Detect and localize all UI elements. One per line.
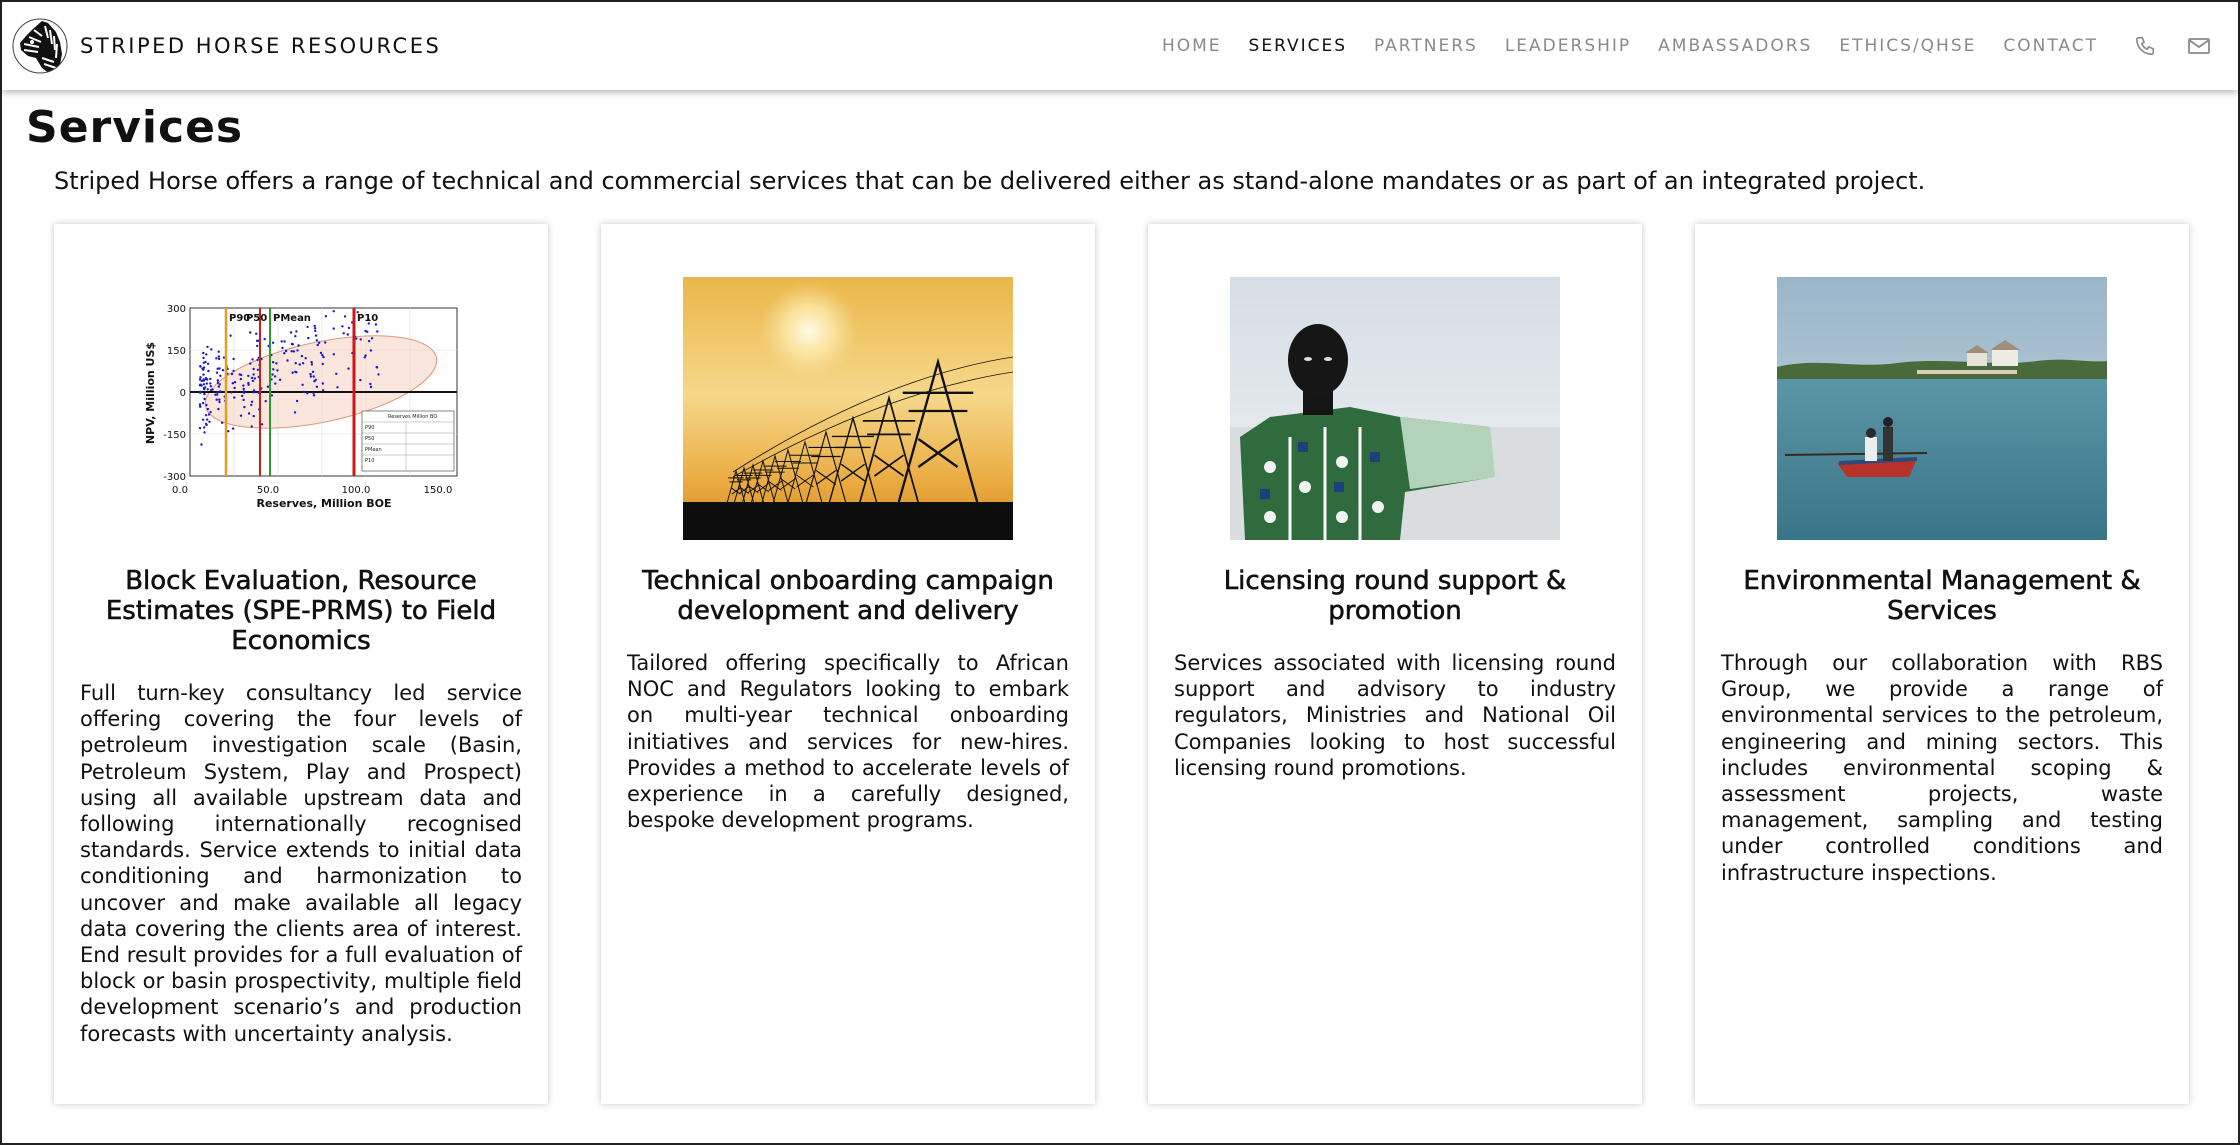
scatter-point (199, 427, 201, 429)
scatter-point (294, 411, 296, 413)
scatter-point (215, 357, 217, 359)
chart-ylabel: NPV, Million US$ (144, 341, 157, 445)
scatter-point (335, 373, 337, 375)
scatter-point (216, 393, 218, 395)
scatter-point (296, 349, 298, 351)
scatter-point (247, 382, 249, 384)
scatter-point (291, 350, 293, 352)
scatter-point (201, 380, 203, 382)
scatter-point (203, 387, 205, 389)
scatter-point (364, 354, 366, 356)
scatter-point (314, 325, 316, 327)
service-card-licensing-round (1148, 224, 1642, 1104)
svg-text:0.0: 0.0 (172, 485, 188, 496)
scatter-point (202, 357, 204, 359)
scatter-point (217, 379, 219, 381)
scatter-point (203, 426, 205, 428)
scatter-point (217, 382, 219, 384)
scatter-point (347, 333, 349, 335)
scatter-point (227, 430, 229, 432)
svg-text:150: 150 (166, 346, 186, 357)
scatter-point (232, 427, 234, 429)
scatter-point (199, 376, 201, 378)
nav-item-ethics-qhse[interactable]: ETHICS/QHSE (1839, 36, 1977, 56)
scatter-point (264, 338, 266, 340)
scatter-point (322, 389, 324, 391)
marker-p50: P50 (246, 313, 268, 324)
scatter-point (252, 380, 254, 382)
scatter-point (311, 363, 313, 365)
scatter-point (232, 382, 234, 384)
scatter-point (256, 359, 258, 361)
scatter-point (199, 403, 201, 405)
scatter-point (336, 386, 338, 388)
zebra-logo-icon (12, 18, 68, 74)
scatter-point (292, 343, 294, 345)
scatter-point (250, 404, 252, 406)
scatter-point (294, 335, 296, 337)
scatter-point (199, 406, 201, 408)
scatter-point (218, 367, 220, 369)
scatter-point (247, 375, 249, 377)
scatter-point (295, 330, 297, 332)
scatter-point (267, 386, 269, 388)
top-navbar (2, 2, 2238, 90)
scatter-point (293, 350, 295, 352)
scatter-point (234, 381, 236, 383)
svg-text:-150: -150 (163, 430, 186, 441)
scatter-point (272, 368, 274, 370)
brand-name: STRIPED HORSE RESOURCES (80, 34, 442, 58)
service-description: Through our collaboration with RBS Group, we provide a range of environmental services to the petroleum, engineering and mining sectors. This includes environmental scoping & assessment projects, waste management, sampling and testing under controlled conditions and infrastructure inspections. (1721, 651, 2163, 885)
scatter-point (218, 358, 220, 360)
scatter-point (240, 374, 242, 376)
scatter-point (249, 331, 251, 333)
scatter-point (202, 373, 204, 375)
scatter-point (295, 371, 297, 373)
service-description: Tailored offering specifically to African NOC and Regulators looking to embark on multi-year technical onboarding initiatives and services for new-hires. Provides a method to accelerate levels of experience in a carefully designed, bespoke development programs. (627, 651, 1069, 833)
scatter-point (202, 419, 204, 421)
scatter-point (302, 362, 304, 364)
scatter-point (377, 373, 379, 375)
scatter-point (296, 400, 298, 402)
scatter-point (343, 332, 345, 334)
scatter-point (333, 327, 335, 329)
scatter-point (307, 337, 309, 339)
scatter-point (376, 330, 378, 332)
scatter-point (320, 352, 322, 354)
scatter-point (333, 310, 335, 312)
scatter-point (199, 384, 201, 386)
scatter-point (207, 408, 209, 410)
scatter-point (371, 337, 373, 339)
scatter-point (281, 340, 283, 342)
scatter-point (233, 396, 235, 398)
scatter-point (324, 341, 326, 343)
scatter-point (219, 375, 221, 377)
boy-in-patterned-shirt-photo (1230, 277, 1560, 540)
scatter-point (219, 383, 221, 385)
scatter-point (216, 391, 218, 393)
scatter-point (251, 377, 253, 379)
svg-text:100.0: 100.0 (341, 485, 371, 496)
scatter-point (210, 385, 212, 387)
scatter-point (206, 418, 208, 420)
fisherman-boat-lagoon-photo (1777, 277, 2107, 540)
scatter-point (310, 375, 312, 377)
marker-p10: P10 (357, 313, 379, 324)
scatter-point (201, 367, 203, 369)
scatter-point (299, 363, 301, 365)
scatter-point (316, 339, 318, 341)
svg-text:PMean: PMean (365, 447, 382, 453)
scatter-point (322, 382, 324, 384)
brand-link[interactable] (12, 18, 441, 74)
scatter-point (208, 421, 210, 423)
scatter-point (216, 399, 218, 401)
scatter-point (203, 393, 205, 395)
scatter-point (325, 315, 327, 317)
scatter-point (322, 363, 324, 365)
scatter-point (279, 379, 281, 381)
scatter-point (232, 370, 234, 372)
scatter-point (207, 363, 209, 365)
scatter-point (313, 375, 315, 377)
svg-text:P90: P90 (365, 425, 375, 431)
svg-text:P50: P50 (365, 436, 375, 442)
scatter-point (251, 401, 253, 403)
scatter-point (218, 351, 220, 353)
scatter-point (249, 362, 251, 364)
scatter-point (274, 382, 276, 384)
scatter-point (199, 365, 201, 367)
scatter-point (360, 338, 362, 340)
scatter-point (316, 386, 318, 388)
scatter-point (271, 373, 273, 375)
svg-text:-300: -300 (163, 472, 186, 483)
scatter-point (217, 408, 219, 410)
service-description: Services associated with licensing round support and advisory to industry regulators, Ministries and National Oil Companies looking to host successful licensing round promotions. (1174, 651, 1616, 780)
scatter-point (209, 411, 211, 413)
nav-item-services[interactable]: SERVICES (1248, 36, 1347, 56)
scatter-point (205, 378, 207, 380)
service-card-environmental (1695, 224, 2189, 1104)
scatter-point (341, 325, 343, 327)
scatter-point (301, 384, 303, 386)
scatter-point (370, 349, 372, 351)
scatter-point (303, 391, 305, 393)
scatter-point (310, 361, 312, 363)
scatter-point (301, 355, 303, 357)
scatter-point (218, 355, 220, 357)
nav-item-home[interactable]: HOME (1161, 36, 1222, 56)
scatter-point (370, 386, 372, 388)
npv-reserves-scatter-chart (136, 277, 466, 540)
scatter-point (233, 387, 235, 389)
scatter-point (309, 373, 311, 375)
scatter-point (207, 370, 209, 372)
scatter-point (242, 399, 244, 401)
scatter-point (205, 414, 207, 416)
scatter-point (232, 358, 234, 360)
scatter-point (202, 402, 204, 404)
scatter-point (261, 423, 263, 425)
scatter-point (242, 384, 244, 386)
scatter-point (275, 362, 277, 364)
mail-icon[interactable] (2186, 33, 2212, 59)
scatter-point (253, 391, 255, 393)
nav-item-leadership[interactable]: LEADERSHIP (1504, 36, 1632, 56)
scatter-point (347, 367, 349, 369)
scatter-point (317, 344, 319, 346)
scatter-point (333, 353, 335, 355)
scatter-point (231, 373, 233, 375)
scatter-point (240, 415, 242, 417)
scatter-point (205, 424, 207, 426)
scatter-point (274, 375, 276, 377)
scatter-point (306, 392, 308, 394)
scatter-point (230, 391, 232, 393)
scatter-point (281, 347, 283, 349)
scatter-point (265, 400, 267, 402)
scatter-point (210, 389, 212, 391)
scatter-point (221, 422, 223, 424)
scatter-point (348, 327, 350, 329)
scatter-point (276, 369, 278, 371)
service-title: Licensing round support & promotion (1223, 566, 1567, 626)
scatter-point (253, 415, 255, 417)
scatter-point (312, 392, 314, 394)
scatter-point (321, 354, 323, 356)
scatter-point (248, 412, 250, 414)
scatter-point (297, 344, 299, 346)
nav-item-contact[interactable]: CONTACT (2003, 36, 2098, 56)
service-title: Technical onboarding campaign development and delivery (642, 566, 1054, 626)
marker-p90: P90 (229, 313, 251, 324)
scatter-point (251, 358, 253, 360)
scatter-point (205, 404, 207, 406)
svg-text:300: 300 (166, 304, 186, 315)
scatter-point (272, 361, 274, 363)
scatter-point (256, 345, 258, 347)
scatter-point (206, 382, 208, 384)
scatter-point (286, 359, 288, 361)
scatter-point (315, 334, 317, 336)
scatter-point (252, 368, 254, 370)
svg-text:0: 0 (179, 388, 186, 399)
nav-item-partners[interactable]: PARTNERS (1374, 36, 1478, 56)
scatter-point (218, 385, 220, 387)
scatter-point (314, 330, 316, 332)
scatter-point (271, 394, 273, 396)
chart-xlabel: Reserves, Million BOE (256, 497, 392, 510)
scatter-point (240, 378, 242, 380)
scatter-point (290, 331, 292, 333)
scatter-point (313, 394, 315, 396)
scatter-point (206, 346, 208, 348)
chart-table-header: Reserves Million BO (388, 414, 438, 420)
scatter-point (229, 335, 231, 337)
scatter-point (199, 392, 201, 394)
scatter-point (243, 388, 245, 390)
service-card-technical-onboarding (601, 224, 1095, 1104)
scatter-point (203, 379, 205, 381)
nav-item-ambassadors[interactable]: AMBASSADORS (1658, 36, 1813, 56)
scatter-point (256, 340, 258, 342)
scatter-point (257, 369, 259, 371)
scatter-point (216, 372, 218, 374)
scatter-point (241, 395, 243, 397)
scatter-point (364, 330, 366, 332)
scatter-point (243, 390, 245, 392)
scatter-point (209, 378, 211, 380)
scatter-point (251, 425, 253, 427)
scatter-point (312, 371, 314, 373)
scatter-point (292, 372, 294, 374)
scatter-point (218, 398, 220, 400)
scatter-point (200, 443, 202, 445)
scatter-point (252, 373, 254, 375)
scatter-point (344, 315, 346, 317)
scatter-point (203, 398, 205, 400)
scatter-point (210, 348, 212, 350)
marker-pmean: PMean (273, 313, 311, 324)
scatter-point (314, 327, 316, 329)
scatter-point (203, 383, 205, 385)
scatter-point (315, 379, 317, 381)
svg-text:50.0: 50.0 (256, 485, 280, 496)
scatter-point (369, 383, 371, 385)
service-description: Full turn-key consultancy led service offering covering the four levels of petroleum investigation scale (Basin, Petroleum System, Play and Prospect) using all available upstream data and following internationally recognised standards. Service extends to initial data conditioning and harmonization to uncover and make available all legacy data covering the clients area of interest. End result provides for a full evaluation of block or basin prospectivity, multiple field development scenario’s and production forecasts with uncertainty analysis. (80, 681, 522, 1046)
scatter-point (295, 362, 297, 364)
scatter-point (376, 366, 378, 368)
page-intro: Striped Horse offers a range of technical and commercial services that can be delivered either as stand-alone mandates or as part of an integrated project. (54, 167, 1926, 195)
svg-text:P10: P10 (365, 458, 375, 464)
scatter-point (255, 333, 257, 335)
scatter-point (283, 352, 285, 354)
service-title: Block Evaluation, Resource Estimates (SPE-PRMS) to Field Economics (105, 566, 497, 656)
scatter-point (306, 326, 308, 328)
scatter-point (305, 357, 307, 359)
scatter-point (222, 369, 224, 371)
service-title: Environmental Management & Services (1743, 566, 2141, 626)
power-pylons-sunset-photo (683, 277, 1013, 540)
service-card-block-evaluation (54, 224, 548, 1104)
scatter-point (209, 382, 211, 384)
phone-icon[interactable] (2132, 33, 2158, 59)
scatter-point (359, 379, 361, 381)
scatter-point (243, 406, 245, 408)
scatter-point (207, 388, 209, 390)
scatter-point (204, 361, 206, 363)
scatter-point (283, 340, 285, 342)
scatter-point (202, 352, 204, 354)
scatter-point (368, 340, 370, 342)
scatter-point (318, 342, 320, 344)
page-title: Services (26, 102, 244, 153)
scatter-point (205, 353, 207, 355)
scatter-point (218, 401, 220, 403)
svg-text:150.0: 150.0 (423, 485, 453, 496)
scatter-point (272, 342, 274, 344)
scatter-point (219, 390, 221, 392)
scatter-point (203, 431, 205, 433)
main-nav (1135, 33, 2212, 59)
services-cards (54, 224, 2189, 1104)
scatter-point (208, 413, 210, 415)
scatter-point (254, 377, 256, 379)
scatter-point (285, 350, 287, 352)
